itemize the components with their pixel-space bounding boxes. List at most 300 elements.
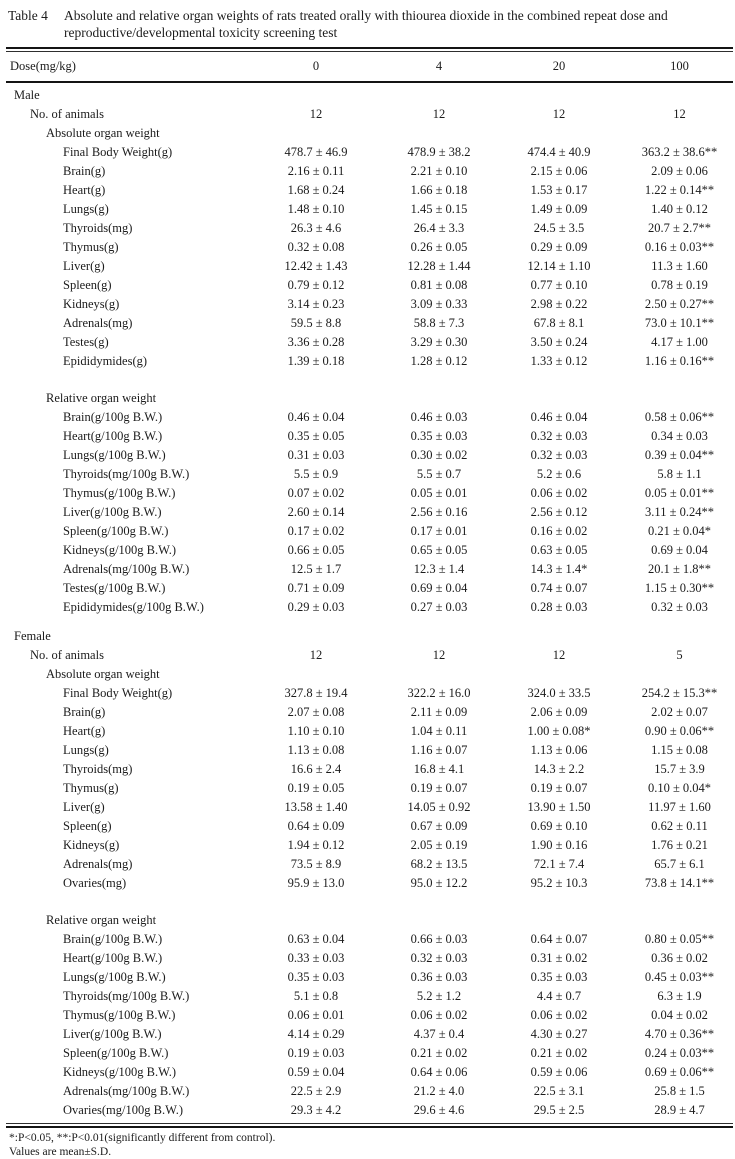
cell-value: 12 (500, 105, 618, 124)
cell-value: 2.02 ± 0.07 (618, 703, 735, 722)
cell-value: 2.50 ± 0.27** (618, 295, 735, 314)
row-label: Spleen(g) (6, 276, 254, 295)
cell-value: 0.66 ± 0.05 (254, 541, 378, 560)
organ-row (6, 352, 733, 371)
cell-value: 0.65 ± 0.05 (378, 541, 500, 560)
cell-value: 0.46 ± 0.04 (254, 408, 378, 427)
animals-row (6, 105, 733, 124)
cell-value (254, 911, 378, 930)
row-label: Thymus(g) (6, 779, 254, 798)
cell-value: 5.8 ± 1.1 (618, 465, 735, 484)
row-label: Liver(g) (6, 798, 254, 817)
row-label: Brain(g/100g B.W.) (6, 930, 254, 949)
cell-value (500, 665, 618, 684)
cell-value: 0.21 ± 0.02 (500, 1044, 618, 1063)
cell-value: 1.00 ± 0.08* (500, 722, 618, 741)
cell-value (500, 627, 618, 646)
cell-value: 0.69 ± 0.10 (500, 817, 618, 836)
organ-row (6, 238, 733, 257)
cell-value: 16.6 ± 2.4 (254, 760, 378, 779)
cell-value: 3.50 ± 0.24 (500, 333, 618, 352)
row-label: Brain(g) (6, 162, 254, 181)
cell-value: 4.30 ± 0.27 (500, 1025, 618, 1044)
cell-value: 28.9 ± 4.7 (618, 1101, 735, 1120)
cell-value: 1.04 ± 0.11 (378, 722, 500, 741)
cell-value: 11.97 ± 1.60 (618, 798, 735, 817)
cell-value: 0.32 ± 0.03 (500, 427, 618, 446)
row-label: Epididymides(g/100g B.W.) (6, 598, 254, 617)
cell-value: 24.5 ± 3.5 (500, 219, 618, 238)
row-label: Absolute organ weight (6, 665, 254, 684)
cell-value: 3.14 ± 0.23 (254, 295, 378, 314)
cell-value: 0.31 ± 0.02 (500, 949, 618, 968)
row-label: Kidneys(g/100g B.W.) (6, 1063, 254, 1082)
organ-row (6, 1044, 733, 1063)
cell-value: 0.74 ± 0.07 (500, 579, 618, 598)
row-label: Spleen(g/100g B.W.) (6, 1044, 254, 1063)
row-label: Lungs(g/100g B.W.) (6, 968, 254, 987)
cell-value: 5.5 ± 0.9 (254, 465, 378, 484)
cell-value: 73.8 ± 14.1** (618, 874, 735, 893)
organ-row (6, 219, 733, 238)
cell-value: 1.66 ± 0.18 (378, 181, 500, 200)
cell-value (378, 86, 500, 105)
cell-value: 59.5 ± 8.8 (254, 314, 378, 333)
cell-value: 72.1 ± 7.4 (500, 855, 618, 874)
cell-value: 0.32 ± 0.03 (618, 598, 735, 617)
cell-value: 0.58 ± 0.06** (618, 408, 735, 427)
dose-value-100: 100 (618, 59, 735, 74)
row-label: Thymus(g) (6, 238, 254, 257)
cell-value: 4.4 ± 0.7 (500, 987, 618, 1006)
cell-value: 0.59 ± 0.04 (254, 1063, 378, 1082)
cell-value: 327.8 ± 19.4 (254, 684, 378, 703)
cell-value: 3.09 ± 0.33 (378, 295, 500, 314)
organ-row (6, 949, 733, 968)
row-label: Adrenals(mg/100g B.W.) (6, 1082, 254, 1101)
cell-value: 0.16 ± 0.03** (618, 238, 735, 257)
cell-value: 6.3 ± 1.9 (618, 987, 735, 1006)
row-label: Brain(g) (6, 703, 254, 722)
organ-row (6, 1101, 733, 1120)
footnote-mean-sd: Values are mean±S.D. (9, 1146, 733, 1159)
cell-value (378, 911, 500, 930)
cell-value: 1.48 ± 0.10 (254, 200, 378, 219)
cell-value: 4.14 ± 0.29 (254, 1025, 378, 1044)
row-label: Thyroids(mg/100g B.W.) (6, 465, 254, 484)
cell-value: 0.35 ± 0.05 (254, 427, 378, 446)
organ-row (6, 968, 733, 987)
organ-row (6, 446, 733, 465)
cell-value: 5.5 ± 0.7 (378, 465, 500, 484)
cell-value: 0.69 ± 0.06** (618, 1063, 735, 1082)
organ-row (6, 503, 733, 522)
cell-value: 0.63 ± 0.05 (500, 541, 618, 560)
cell-value: 14.3 ± 2.2 (500, 760, 618, 779)
cell-value: 1.16 ± 0.16** (618, 352, 735, 371)
cell-value: 5.1 ± 0.8 (254, 987, 378, 1006)
cell-value: 14.3 ± 1.4* (500, 560, 618, 579)
cell-value: 0.64 ± 0.07 (500, 930, 618, 949)
cell-value: 0.81 ± 0.08 (378, 276, 500, 295)
row-label: Adrenals(mg) (6, 314, 254, 333)
table-number: Table 4 (8, 8, 64, 25)
cell-value: 1.33 ± 0.12 (500, 352, 618, 371)
organ-row (6, 295, 733, 314)
cell-value: 2.56 ± 0.12 (500, 503, 618, 522)
cell-value: 0.63 ± 0.04 (254, 930, 378, 949)
row-label: Thyroids(mg) (6, 760, 254, 779)
organ-row (6, 484, 733, 503)
cell-value: 0.19 ± 0.07 (500, 779, 618, 798)
cell-value: 0.33 ± 0.03 (254, 949, 378, 968)
table-caption: Absolute and relative organ weights of rats treated orally with thiourea dioxide in the combined repeat dose and reproductive/developmental toxicity screening test (64, 8, 733, 41)
row-label: Thyroids(mg) (6, 219, 254, 238)
organ-row (6, 722, 733, 741)
cell-value: 22.5 ± 3.1 (500, 1082, 618, 1101)
cell-value: 67.8 ± 8.1 (500, 314, 618, 333)
dose-header-row (6, 52, 733, 81)
organ-row (6, 1063, 733, 1082)
row-label: No. of animals (6, 105, 254, 124)
cell-value: 474.4 ± 40.9 (500, 143, 618, 162)
cell-value: 0.46 ± 0.04 (500, 408, 618, 427)
cell-value: 0.19 ± 0.03 (254, 1044, 378, 1063)
cell-value: 0.35 ± 0.03 (378, 427, 500, 446)
cell-value: 95.2 ± 10.3 (500, 874, 618, 893)
cell-value: 0.46 ± 0.03 (378, 408, 500, 427)
cell-value: 20.1 ± 1.8** (618, 560, 735, 579)
cell-value: 1.22 ± 0.14** (618, 181, 735, 200)
cell-value: 68.2 ± 13.5 (378, 855, 500, 874)
cell-value: 0.29 ± 0.09 (500, 238, 618, 257)
organ-row (6, 427, 733, 446)
cell-value (618, 389, 735, 408)
row-label: Adrenals(mg) (6, 855, 254, 874)
cell-value: 1.28 ± 0.12 (378, 352, 500, 371)
cell-value: 2.11 ± 0.09 (378, 703, 500, 722)
organ-row (6, 579, 733, 598)
cell-value: 254.2 ± 15.3** (618, 684, 735, 703)
cell-value: 0.32 ± 0.03 (378, 949, 500, 968)
cell-value: 1.16 ± 0.07 (378, 741, 500, 760)
subsection-heading-row (6, 665, 733, 684)
row-label: Ovaries(mg) (6, 874, 254, 893)
organ-row (6, 465, 733, 484)
cell-value: 0.28 ± 0.03 (500, 598, 618, 617)
cell-value: 12 (378, 646, 500, 665)
row-label: Kidneys(g/100g B.W.) (6, 541, 254, 560)
cell-value: 0.17 ± 0.02 (254, 522, 378, 541)
cell-value: 25.8 ± 1.5 (618, 1082, 735, 1101)
row-label: Heart(g) (6, 722, 254, 741)
cell-value: 0.32 ± 0.08 (254, 238, 378, 257)
cell-value: 0.21 ± 0.02 (378, 1044, 500, 1063)
cell-value: 0.16 ± 0.02 (500, 522, 618, 541)
cell-value: 0.69 ± 0.04 (378, 579, 500, 598)
cell-value: 0.45 ± 0.03** (618, 968, 735, 987)
subsection-gap (6, 893, 733, 911)
organ-row (6, 181, 733, 200)
organ-row (6, 1082, 733, 1101)
row-label: Heart(g/100g B.W.) (6, 949, 254, 968)
cell-value: 5.2 ± 0.6 (500, 465, 618, 484)
cell-value: 2.56 ± 0.16 (378, 503, 500, 522)
organ-row (6, 836, 733, 855)
cell-value: 0.21 ± 0.04* (618, 522, 735, 541)
cell-value: 0.64 ± 0.06 (378, 1063, 500, 1082)
row-label: Testes(g/100g B.W.) (6, 579, 254, 598)
cell-value: 29.3 ± 4.2 (254, 1101, 378, 1120)
cell-value: 11.3 ± 1.60 (618, 257, 735, 276)
row-label: Kidneys(g) (6, 295, 254, 314)
dose-value-4: 4 (378, 59, 500, 74)
cell-value (618, 911, 735, 930)
organ-row (6, 855, 733, 874)
organ-row (6, 276, 733, 295)
cell-value: 0.26 ± 0.05 (378, 238, 500, 257)
cell-value: 95.0 ± 12.2 (378, 874, 500, 893)
row-label: Relative organ weight (6, 911, 254, 930)
row-label: Spleen(g) (6, 817, 254, 836)
row-label: Male (6, 86, 254, 105)
organ-row (6, 798, 733, 817)
cell-value: 21.2 ± 4.0 (378, 1082, 500, 1101)
row-label: Lungs(g/100g B.W.) (6, 446, 254, 465)
cell-value: 0.35 ± 0.03 (254, 968, 378, 987)
cell-value: 0.06 ± 0.02 (500, 484, 618, 503)
cell-value (618, 627, 735, 646)
subsection-heading-row (6, 124, 733, 143)
table-title (6, 6, 733, 41)
organ-row (6, 703, 733, 722)
cell-value: 0.77 ± 0.10 (500, 276, 618, 295)
cell-value: 1.68 ± 0.24 (254, 181, 378, 200)
cell-value: 2.06 ± 0.09 (500, 703, 618, 722)
cell-value: 12 (254, 105, 378, 124)
cell-value: 0.71 ± 0.09 (254, 579, 378, 598)
cell-value: 0.04 ± 0.02 (618, 1006, 735, 1025)
cell-value: 2.15 ± 0.06 (500, 162, 618, 181)
cell-value: 13.90 ± 1.50 (500, 798, 618, 817)
cell-value: 2.21 ± 0.10 (378, 162, 500, 181)
organ-row (6, 598, 733, 617)
animals-row (6, 646, 733, 665)
organ-row (6, 408, 733, 427)
cell-value: 12 (254, 646, 378, 665)
row-label: Testes(g) (6, 333, 254, 352)
organ-row (6, 522, 733, 541)
row-label: Heart(g/100g B.W.) (6, 427, 254, 446)
cell-value: 1.49 ± 0.09 (500, 200, 618, 219)
organ-row (6, 333, 733, 352)
cell-value (378, 389, 500, 408)
cell-value: 5 (618, 646, 735, 665)
cell-value: 0.32 ± 0.03 (500, 446, 618, 465)
cell-value: 4.37 ± 0.4 (378, 1025, 500, 1044)
cell-value: 0.69 ± 0.04 (618, 541, 735, 560)
row-label: No. of animals (6, 646, 254, 665)
cell-value: 0.29 ± 0.03 (254, 598, 378, 617)
organ-row (6, 874, 733, 893)
cell-value: 363.2 ± 38.6** (618, 143, 735, 162)
cell-value: 26.3 ± 4.6 (254, 219, 378, 238)
row-label: Brain(g/100g B.W.) (6, 408, 254, 427)
subsection-heading-row (6, 389, 733, 408)
row-label: Spleen(g/100g B.W.) (6, 522, 254, 541)
cell-value: 0.67 ± 0.09 (378, 817, 500, 836)
row-label: Lungs(g) (6, 200, 254, 219)
row-label: Lungs(g) (6, 741, 254, 760)
cell-value: 0.30 ± 0.02 (378, 446, 500, 465)
cell-value: 1.45 ± 0.15 (378, 200, 500, 219)
cell-value: 0.90 ± 0.06** (618, 722, 735, 741)
cell-value: 12 (500, 646, 618, 665)
cell-value: 16.8 ± 4.1 (378, 760, 500, 779)
row-label: Liver(g/100g B.W.) (6, 1025, 254, 1044)
cell-value (254, 124, 378, 143)
row-label: Kidneys(g) (6, 836, 254, 855)
cell-value: 478.7 ± 46.9 (254, 143, 378, 162)
subsection-heading-row (6, 911, 733, 930)
cell-value: 95.9 ± 13.0 (254, 874, 378, 893)
cell-value (254, 665, 378, 684)
organ-row (6, 741, 733, 760)
cell-value: 478.9 ± 38.2 (378, 143, 500, 162)
organ-row (6, 817, 733, 836)
cell-value: 0.06 ± 0.02 (500, 1006, 618, 1025)
group-label-row (6, 86, 733, 105)
row-label: Female (6, 627, 254, 646)
cell-value: 0.80 ± 0.05** (618, 930, 735, 949)
row-label: Thymus(g/100g B.W.) (6, 1006, 254, 1025)
cell-value: 0.05 ± 0.01 (378, 484, 500, 503)
cell-value: 1.13 ± 0.06 (500, 741, 618, 760)
cell-value: 12.42 ± 1.43 (254, 257, 378, 276)
footnote-significance: *:P<0.05, **:P<0.01(significantly different from control). (9, 1132, 733, 1146)
cell-value: 2.60 ± 0.14 (254, 503, 378, 522)
organ-row (6, 684, 733, 703)
cell-value: 0.64 ± 0.09 (254, 817, 378, 836)
cell-value: 0.19 ± 0.07 (378, 779, 500, 798)
cell-value: 324.0 ± 33.5 (500, 684, 618, 703)
table-body (6, 83, 733, 1120)
cell-value: 12.14 ± 1.10 (500, 257, 618, 276)
cell-value: 73.5 ± 8.9 (254, 855, 378, 874)
cell-value: 1.15 ± 0.08 (618, 741, 735, 760)
cell-value: 13.58 ± 1.40 (254, 798, 378, 817)
cell-value: 0.27 ± 0.03 (378, 598, 500, 617)
cell-value: 15.7 ± 3.9 (618, 760, 735, 779)
cell-value: 1.90 ± 0.16 (500, 836, 618, 855)
cell-value: 14.05 ± 0.92 (378, 798, 500, 817)
cell-value: 0.35 ± 0.03 (500, 968, 618, 987)
cell-value (254, 627, 378, 646)
row-label: Final Body Weight(g) (6, 143, 254, 162)
cell-value: 0.07 ± 0.02 (254, 484, 378, 503)
organ-row (6, 760, 733, 779)
cell-value: 0.66 ± 0.03 (378, 930, 500, 949)
cell-value: 2.05 ± 0.19 (378, 836, 500, 855)
cell-value: 0.19 ± 0.05 (254, 779, 378, 798)
row-label: Liver(g) (6, 257, 254, 276)
organ-row (6, 314, 733, 333)
cell-value (378, 665, 500, 684)
cell-value: 3.29 ± 0.30 (378, 333, 500, 352)
footnotes (6, 1128, 733, 1159)
cell-value (618, 665, 735, 684)
row-label: Thyroids(mg/100g B.W.) (6, 987, 254, 1006)
cell-value: 1.94 ± 0.12 (254, 836, 378, 855)
subsection-gap (6, 371, 733, 389)
cell-value (378, 627, 500, 646)
dose-value-20: 20 (500, 59, 618, 74)
cell-value: 12.3 ± 1.4 (378, 560, 500, 579)
cell-value (500, 124, 618, 143)
row-label: Relative organ weight (6, 389, 254, 408)
cell-value: 3.36 ± 0.28 (254, 333, 378, 352)
cell-value: 4.17 ± 1.00 (618, 333, 735, 352)
cell-value: 2.09 ± 0.06 (618, 162, 735, 181)
row-label: Adrenals(mg/100g B.W.) (6, 560, 254, 579)
cell-value (618, 86, 735, 105)
section-gap (6, 617, 733, 627)
cell-value: 0.79 ± 0.12 (254, 276, 378, 295)
organ-row (6, 143, 733, 162)
row-label: Epididymides(g) (6, 352, 254, 371)
cell-value: 1.76 ± 0.21 (618, 836, 735, 855)
cell-value: 29.6 ± 4.6 (378, 1101, 500, 1120)
cell-value: 0.06 ± 0.02 (378, 1006, 500, 1025)
cell-value: 12 (378, 105, 500, 124)
cell-value: 58.8 ± 7.3 (378, 314, 500, 333)
cell-value: 322.2 ± 16.0 (378, 684, 500, 703)
cell-value: 0.31 ± 0.03 (254, 446, 378, 465)
cell-value: 0.39 ± 0.04** (618, 446, 735, 465)
organ-row (6, 930, 733, 949)
cell-value: 65.7 ± 6.1 (618, 855, 735, 874)
cell-value: 1.39 ± 0.18 (254, 352, 378, 371)
cell-value: 0.24 ± 0.03** (618, 1044, 735, 1063)
row-label: Ovaries(mg/100g B.W.) (6, 1101, 254, 1120)
cell-value: 20.7 ± 2.7** (618, 219, 735, 238)
cell-value: 22.5 ± 2.9 (254, 1082, 378, 1101)
cell-value: 0.05 ± 0.01** (618, 484, 735, 503)
cell-value: 1.10 ± 0.10 (254, 722, 378, 741)
cell-value: 1.40 ± 0.12 (618, 200, 735, 219)
dose-label: Dose(mg/kg) (6, 59, 254, 74)
cell-value: 12.5 ± 1.7 (254, 560, 378, 579)
cell-value: 26.4 ± 3.3 (378, 219, 500, 238)
cell-value (254, 86, 378, 105)
cell-value: 0.06 ± 0.01 (254, 1006, 378, 1025)
cell-value: 12 (618, 105, 735, 124)
cell-value: 0.62 ± 0.11 (618, 817, 735, 836)
cell-value: 0.17 ± 0.01 (378, 522, 500, 541)
cell-value: 0.34 ± 0.03 (618, 427, 735, 446)
organ-row (6, 987, 733, 1006)
cell-value: 0.36 ± 0.03 (378, 968, 500, 987)
cell-value: 4.70 ± 0.36** (618, 1025, 735, 1044)
row-label: Thymus(g/100g B.W.) (6, 484, 254, 503)
cell-value: 73.0 ± 10.1** (618, 314, 735, 333)
organ-row (6, 541, 733, 560)
organ-row (6, 162, 733, 181)
cell-value: 12.28 ± 1.44 (378, 257, 500, 276)
cell-value: 1.53 ± 0.17 (500, 181, 618, 200)
cell-value (500, 911, 618, 930)
cell-value (378, 124, 500, 143)
